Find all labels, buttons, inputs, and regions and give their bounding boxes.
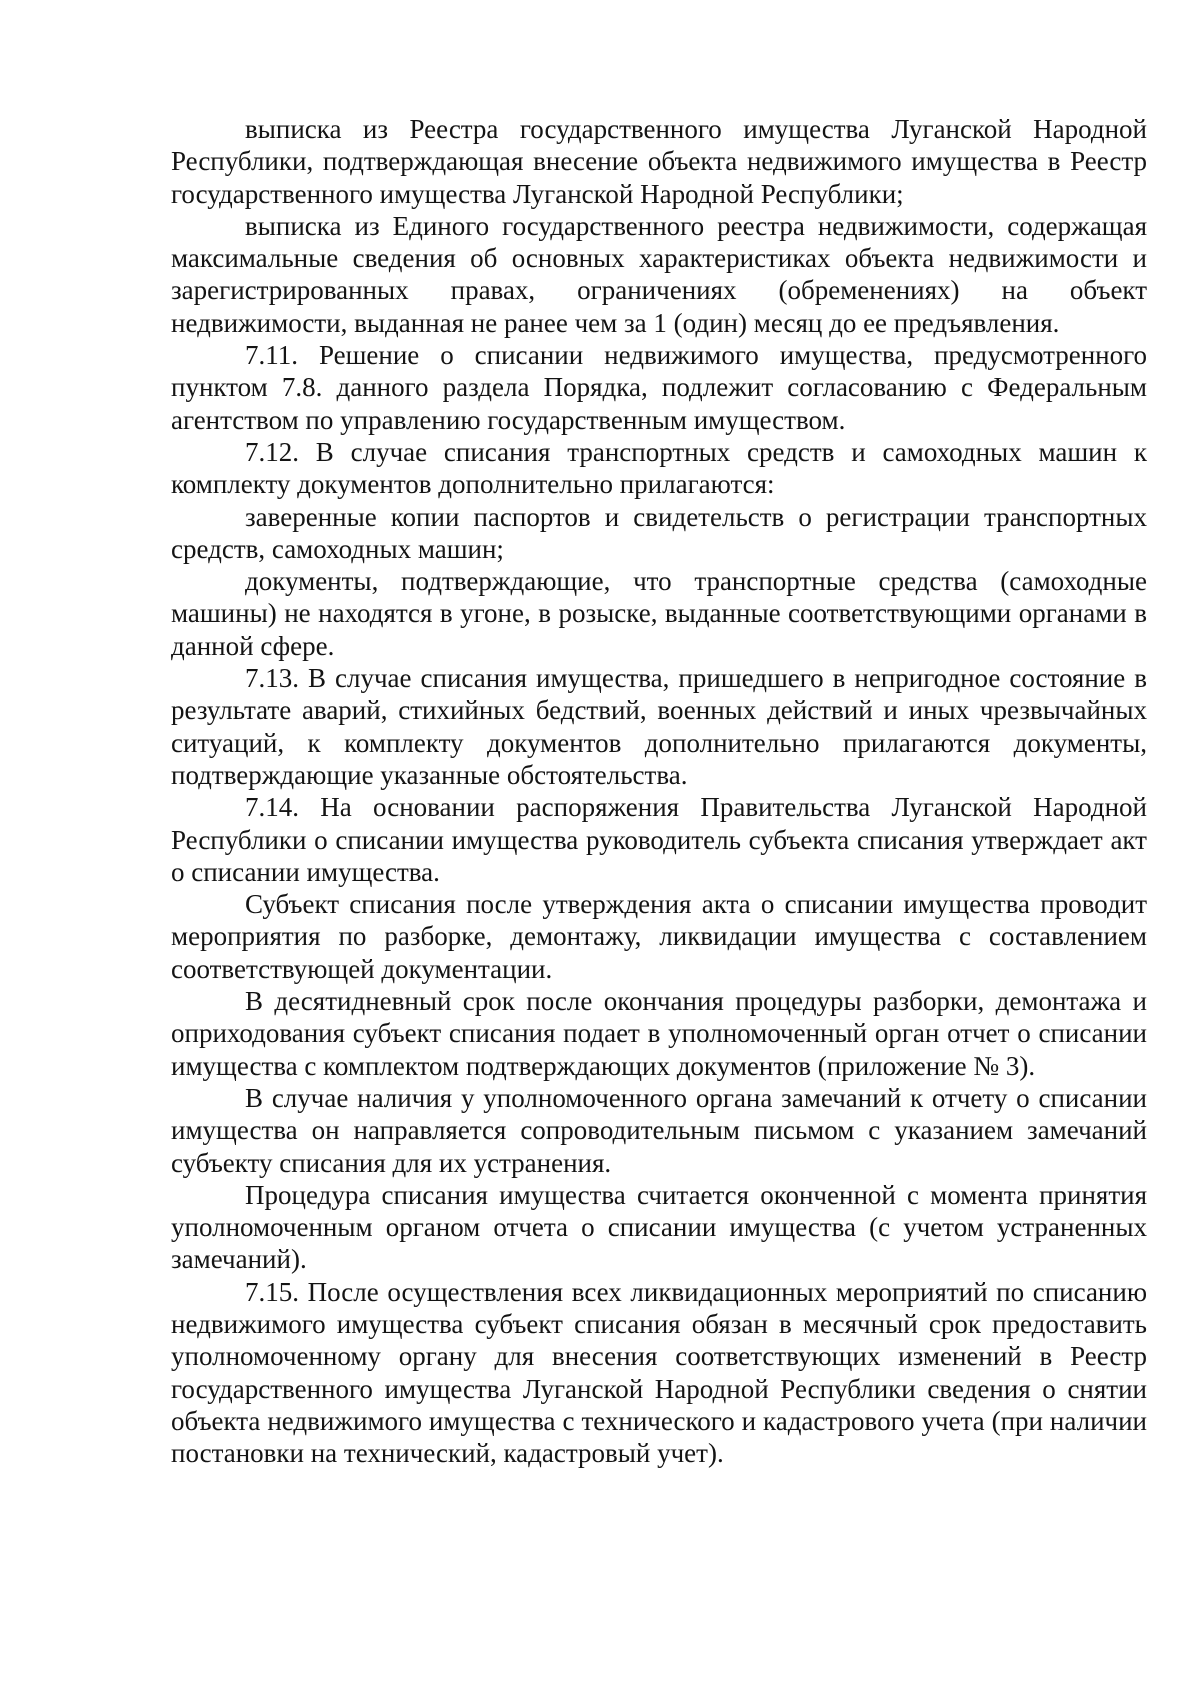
- paragraph-7-13: 7.13. В случае списания имущества, пришедшего в непригодное состояние в результате аварий, стихийных бедствий, военных действий и иных чрезвычайных ситуаций, к комплекту документов дополнительно прилагаются документы, подтверждающие указанные обстоятельства.: [171, 663, 1147, 790]
- paragraph-7-12: 7.12. В случае списания транспортных средств и самоходных машин к комплекту документов дополнительно прилагаются:: [171, 436, 1147, 500]
- paragraph-7-14: 7.14. На основании распоряжения Правительства Луганской Народной Республики о списании имущества руководитель субъекта списания утверждает акт о списании имущества.: [171, 792, 1147, 887]
- paragraph-dismantling: Субъект списания после утверждения акта о списании имущества проводит мероприятия по разборке, демонтажу, ликвидации имущества с составлением соответствующей документации.: [171, 889, 1147, 984]
- paragraph-report-remarks: В случае наличия у уполномоченного органа замечаний к отчету о списании имущества он направляется сопроводительным письмом с указанием замечаний субъекту списания для их устранения.: [171, 1082, 1147, 1178]
- paragraph-procedure-completion: Процедура списания имущества считается оконченной с момента принятия уполномоченным органом отчета о списании имущества (с учетом устраненных замечаний).: [171, 1179, 1147, 1275]
- paragraph-egrn-extract: выписка из Единого государственного реестра недвижимости, содержащая максимальные сведения об основных характеристиках объекта недвижимости и зарегистрированных правах, ограничениях (обременениях) на объект недвижимости, выданная не ранее чем за 1 (один) месяц до ее предъявления.: [171, 210, 1147, 338]
- paragraph-registry-extract: выписка из Реестра государственного имущества Луганской Народной Республики, подтверждающая внесение объекта недвижимого имущества в Реестр государственного имущества Луганской Народной Республики;: [171, 114, 1147, 209]
- document-page: [171, 113, 1147, 1469]
- paragraph-7-15: 7.15. После осуществления всех ликвидационных мероприятий по списанию недвижимого имущества субъект списания обязан в месячный срок предоставить уполномоченному органу для внесения соответствующих изменений в Реестр государственного имущества Луганской Народной Республики сведения о снятии объекта недвижимого имущества с технического и кадастрового учета (при наличии постановки на технический, кадастровый учет).: [171, 1276, 1147, 1469]
- paragraph-vehicle-passports: заверенные копии паспортов и свидетельств о регистрации транспортных средств, самоходных машин;: [171, 501, 1147, 564]
- paragraph-7-11: 7.11. Решение о списании недвижимого имущества, предусмотренного пунктом 7.8. данного раздела Порядка, подлежит согласованию с Федеральным агентством по управлению государственным имуществом.: [171, 340, 1147, 435]
- paragraph-report-deadline: В десятидневный срок после окончания процедуры разборки, демонтажа и оприходования субъект списания подает в уполномоченный орган отчет о списании имущества с комплектом подтверждающих документов (приложение № 3).: [171, 986, 1147, 1081]
- paragraph-vehicle-not-stolen: документы, подтверждающие, что транспортные средства (самоходные машины) не находятся в угоне, в розыске, выданные соответствующими органами в данной сфере.: [171, 566, 1147, 661]
